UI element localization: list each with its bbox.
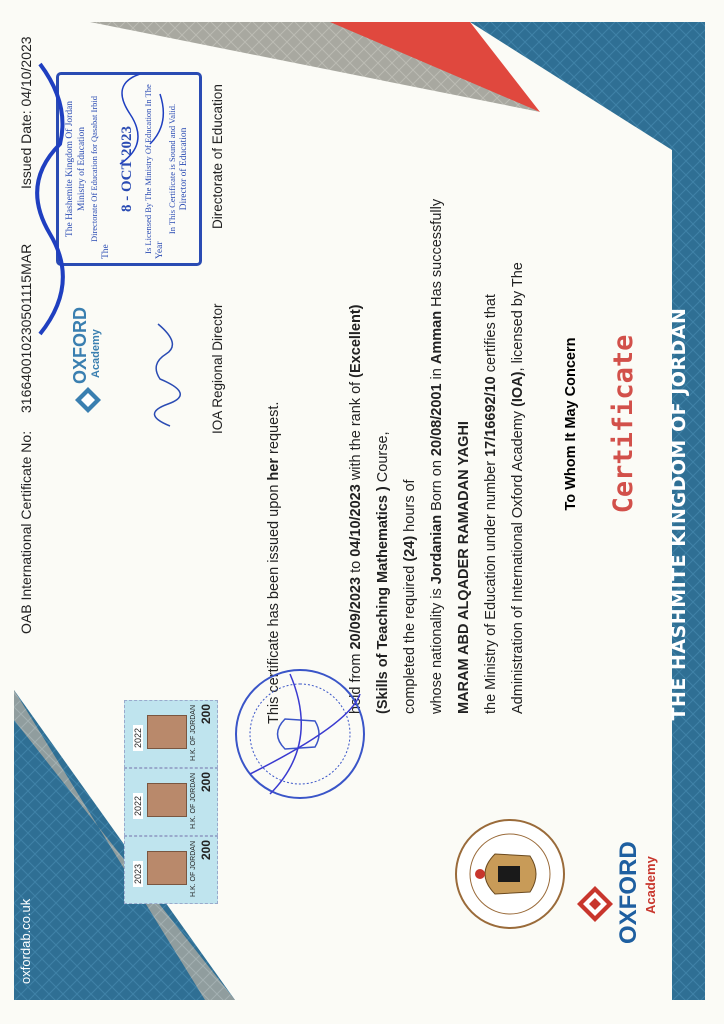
oxford-logo xyxy=(575,834,685,974)
body-line-1 xyxy=(510,262,526,714)
issued-date: Issued Date: 04/10/2023 xyxy=(18,36,34,189)
revenue-stamp-value: 200 xyxy=(199,840,213,861)
body-text: certifies that xyxy=(483,294,499,373)
oxford-diamond-small-icon xyxy=(74,386,102,414)
small-logo-sub: Academy xyxy=(90,329,102,378)
directorate-label: Directorate of Education xyxy=(210,84,225,229)
stamp-line: The xyxy=(101,244,111,259)
body-text: hours of xyxy=(402,479,418,532)
revenue-stamp-year: 2022 xyxy=(133,725,143,751)
stamp-handwriting xyxy=(20,44,200,344)
revenue-stamp-value: 200 xyxy=(199,704,213,725)
revenue-stamp-picture xyxy=(147,851,187,885)
pronoun: her xyxy=(266,457,282,481)
revenue-stamp-year: 2023 xyxy=(133,861,143,887)
logo-brand: OXFORD xyxy=(615,841,642,944)
website: oxfordab.co.uk xyxy=(18,898,33,984)
certificate-number-label: OAB International Certificate No: xyxy=(18,430,34,634)
body-text: with the rank of xyxy=(348,381,364,481)
revenue-stamp-country: H.K. OF JORDAN xyxy=(190,840,197,897)
stamp-line: Year xyxy=(155,241,165,259)
body-text: Course, xyxy=(375,431,391,483)
body-line-5 xyxy=(402,479,418,714)
revenue-stamp-country: H.K. OF JORDAN xyxy=(190,704,197,761)
body-text: , licensed by The xyxy=(510,262,526,372)
logo-sub: Academy xyxy=(643,856,658,914)
recipient-name: MARAM ABD ALQADER RAMADAN YAGHI xyxy=(456,421,472,714)
body-text: completed the required xyxy=(402,565,418,714)
birth-city: Amman xyxy=(429,310,445,365)
round-seal xyxy=(230,664,370,804)
course-start-date: 20/09/2023 xyxy=(348,576,364,650)
course-hours: (24) xyxy=(402,535,418,562)
certificate-number-value: 316640010230501115MAR xyxy=(18,243,34,413)
body-text: Born on xyxy=(429,460,445,511)
stamp-line: Directorate Of Education for Qasabat Irbid xyxy=(89,95,99,243)
revenue-stamp xyxy=(124,836,218,904)
body-text: whose nationality is xyxy=(429,588,445,714)
body-text: This certificate has been issued upon xyxy=(266,484,282,724)
revenue-stamp-picture xyxy=(147,783,187,817)
body-emphasis: (IOA) xyxy=(510,371,526,407)
stamp-line: Ministry of Education xyxy=(77,127,87,211)
body-text: held from xyxy=(348,653,364,714)
certificate-title: Certificate xyxy=(608,334,639,514)
revenue-stamp-country: H.K. OF JORDAN xyxy=(190,772,197,829)
stamp-date: 8 - OCT 2023 xyxy=(119,126,135,212)
body-text: request. xyxy=(266,401,282,454)
course-end-date: 04/10/2023 xyxy=(348,484,364,557)
body-line-7 xyxy=(348,304,364,714)
body-text: Has successfully xyxy=(429,198,445,307)
revenue-stamp xyxy=(124,768,218,836)
director-label: IOA Regional Director xyxy=(210,303,225,434)
body-line-6 xyxy=(375,431,391,714)
stamp-line: The Hashemite Kingdom Of Jordan xyxy=(65,100,75,238)
revenue-stamp xyxy=(124,700,218,768)
revenue-stamp-value: 200 xyxy=(199,772,213,793)
body-text: in xyxy=(429,368,445,380)
nationality: Jordanian xyxy=(429,514,445,585)
ministry-emblem-icon xyxy=(450,814,570,934)
revenue-stamp-year: 2022 xyxy=(133,793,143,819)
banner-title: THE HASHMITE KINGDOM OF JORDAN xyxy=(668,307,690,721)
course-name: (Skills of Teaching Mathematics ) xyxy=(375,486,391,714)
body-text: Administration of International Oxford Academy xyxy=(510,410,526,714)
birth-date: 20/08/2001 xyxy=(429,383,445,457)
body-line-4 xyxy=(429,199,445,714)
small-logo-brand: OXFORD xyxy=(70,306,90,384)
stamp-line: In This Certificate is Sound and Valid. xyxy=(167,103,177,235)
stamp-line: Director of Education xyxy=(179,127,189,211)
greeting: To Whom It May Concern xyxy=(563,337,579,511)
oxford-diamond-icon xyxy=(575,884,615,924)
course-rank: (Excellent) xyxy=(348,304,364,378)
revenue-stamp-picture xyxy=(147,715,187,749)
license-number: 17/16692/10 xyxy=(483,376,499,457)
body-line-2 xyxy=(483,294,499,714)
certificate-number xyxy=(18,244,34,634)
stamp-line: Is Licensed By The Ministry Of Education In The xyxy=(143,84,153,254)
body-text: the Ministry of Education under number xyxy=(483,460,499,714)
body-text: to xyxy=(348,560,364,573)
